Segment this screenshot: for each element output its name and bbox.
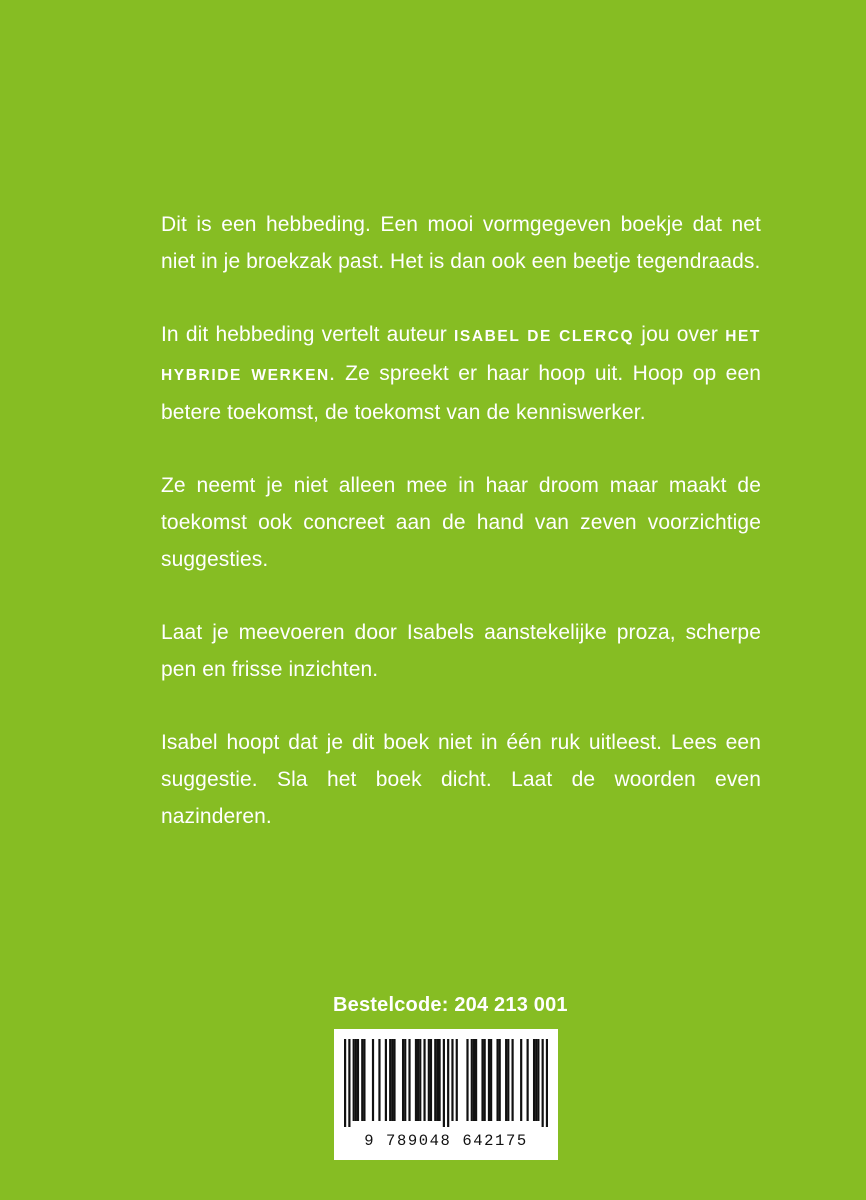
barcode-bar <box>471 1039 473 1121</box>
blurb-text <box>161 206 761 871</box>
blurb-paragraph-1: Dit is een hebbeding. Een mooi vormgegeven boekje dat net niet in je broekzak past. Het is dan ook een beetje tegendraads. <box>161 213 761 273</box>
barcode-bar <box>496 1039 498 1121</box>
barcode-bar <box>520 1039 522 1121</box>
barcode-bar <box>404 1039 406 1121</box>
barcode-bar <box>385 1039 387 1121</box>
blurb-p2-intro: In dit hebbeding vertelt auteur <box>161 323 454 346</box>
barcode-bar <box>344 1039 346 1127</box>
barcode-bar <box>417 1039 419 1121</box>
barcode-bar <box>533 1039 535 1121</box>
barcode-bar <box>408 1039 410 1121</box>
barcode-bar <box>505 1039 507 1121</box>
barcode-bar <box>353 1039 355 1121</box>
blurb-paragraph-4: Laat je meevoeren door Isabels aanstekelijke proza, scherpe pen en frisse inzichten. <box>161 621 761 681</box>
barcode-bar <box>357 1039 359 1121</box>
barcode-bar <box>402 1039 404 1121</box>
author-name: ISABEL DE CLERCQ <box>453 328 635 345</box>
barcode-bar <box>355 1039 357 1121</box>
barcode-bar <box>443 1039 445 1127</box>
barcode-bar <box>499 1039 501 1121</box>
barcode-bar <box>419 1039 421 1121</box>
barcode-bar <box>527 1039 529 1121</box>
barcode-bar <box>481 1039 483 1121</box>
barcode-bar <box>434 1039 436 1121</box>
blurb-paragraph-2 <box>161 316 761 431</box>
barcode-bar <box>488 1039 490 1121</box>
barcode-bar <box>466 1039 468 1121</box>
barcode-bar <box>535 1039 537 1121</box>
barcode-bars <box>344 1039 548 1127</box>
isbn-number: 9 789048 642175 <box>364 1132 528 1150</box>
barcode-bar <box>451 1039 453 1121</box>
barcode-bar <box>438 1039 440 1121</box>
barcode-bar <box>546 1039 548 1127</box>
barcode-bar <box>537 1039 539 1121</box>
barcode-bar <box>372 1039 374 1121</box>
order-code: Bestelcode: 204 213 001 <box>333 994 568 1016</box>
barcode-bar <box>473 1039 475 1121</box>
barcode-bar <box>361 1039 363 1121</box>
book-topic: HET HYBRIDE WERKEN. <box>161 328 761 384</box>
barcode-bar <box>430 1039 432 1121</box>
isbn-barcode <box>334 1029 558 1160</box>
blurb-p2-middle: jou over <box>634 323 726 346</box>
barcode-bar <box>378 1039 380 1121</box>
barcode-bar <box>363 1039 365 1121</box>
barcode-bar <box>428 1039 430 1121</box>
barcode-bar <box>423 1039 425 1121</box>
barcode-bar <box>484 1039 486 1121</box>
barcode-bar <box>389 1039 391 1121</box>
barcode-bar <box>475 1039 477 1121</box>
barcode-bar <box>436 1039 438 1121</box>
blurb-paragraph-5: Isabel hoopt dat je dit boek niet in één ruk uitleest. Lees een suggestie. Sla het boek dicht. Laat de woorden even nazinderen. <box>161 731 761 828</box>
barcode-bar <box>490 1039 492 1121</box>
blurb-p2-rest: Ze spreekt er haar hoop uit. Hoop op een betere toekomst, de toekomst van de kenniswerker. <box>161 362 761 424</box>
barcode-bar <box>507 1039 509 1121</box>
barcode-bar <box>542 1039 544 1127</box>
barcode-bar <box>415 1039 417 1121</box>
barcode-bar <box>393 1039 395 1121</box>
barcode-bar <box>348 1039 350 1127</box>
barcode-bar <box>456 1039 458 1121</box>
barcode-bar <box>391 1039 393 1121</box>
blurb-paragraph-3: Ze neemt je niet alleen mee in haar droom maar maakt de toekomst ook concreet aan de hand van zeven voorzichtige suggesties. <box>161 474 761 571</box>
barcode-bar <box>511 1039 513 1121</box>
barcode-bar <box>447 1039 449 1127</box>
